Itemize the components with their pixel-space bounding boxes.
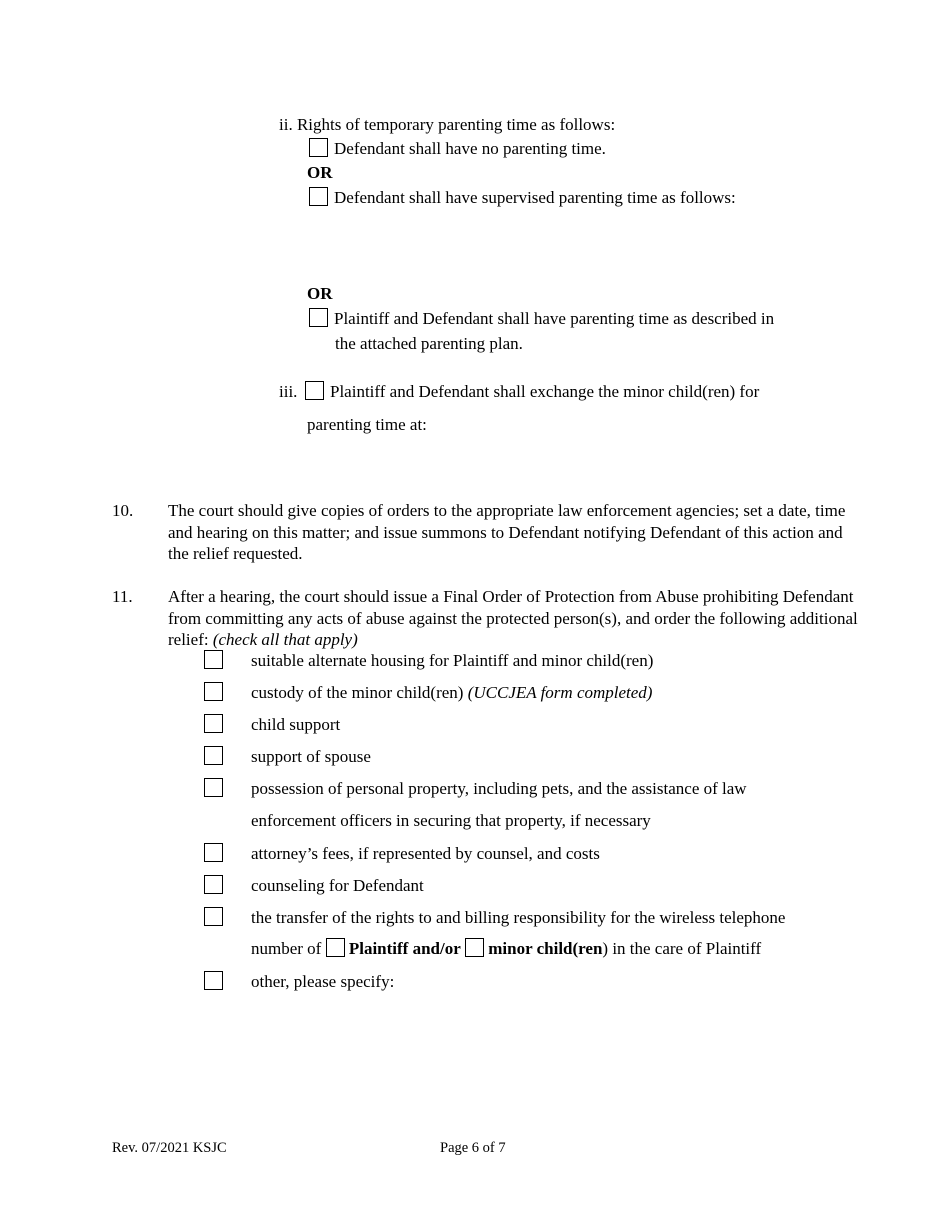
checkbox-personal-property[interactable] (204, 778, 223, 797)
checkbox-wireless-minor-children[interactable] (465, 938, 484, 957)
relief-property-line1: possession of personal property, including pets, and the assistance of law (251, 779, 747, 798)
checkbox-housing[interactable] (204, 650, 223, 669)
option-parenting-plan-line2: the attached parenting plan. (335, 334, 523, 353)
checkbox-attorney-fees[interactable] (204, 843, 223, 862)
checkbox-parenting-plan[interactable] (309, 308, 328, 327)
relief-property-line2: enforcement officers in securing that property, if necessary (251, 811, 651, 830)
item-11-paragraph (168, 586, 858, 651)
section-iii-line1: Plaintiff and Defendant shall exchange the minor child(ren) for (330, 382, 760, 401)
relief-custody-row (251, 682, 652, 703)
checkbox-child-support[interactable] (204, 714, 223, 733)
relief-child-support: child support (251, 715, 341, 734)
checkbox-wireless-plaintiff[interactable] (326, 938, 345, 957)
checkbox-counseling[interactable] (204, 875, 223, 894)
option-supervised-parenting-time: Defendant shall have supervised parenting time as follows: (334, 188, 736, 207)
checkbox-spouse-support[interactable] (204, 746, 223, 765)
checkbox-exchange-location[interactable] (305, 381, 324, 400)
item-11-instruction: (check all that apply) (212, 630, 358, 649)
footer-page-number: Page 6 of 7 (440, 1140, 506, 1156)
relief-counseling: counseling for Defendant (251, 876, 424, 895)
relief-custody: custody of the minor child(ren) (251, 683, 464, 702)
wireless-prefix: number of (251, 939, 322, 958)
relief-wireless-line2 (251, 938, 761, 959)
wireless-minor-label: minor child(ren (488, 939, 603, 958)
wireless-plaintiff-label: Plaintiff and/or (348, 939, 461, 958)
or-separator-1: OR (307, 163, 333, 182)
section-iii-label: iii. (279, 382, 298, 401)
checkbox-other[interactable] (204, 971, 223, 990)
option-parenting-plan-line1: Plaintiff and Defendant shall have parenting time as described in (334, 309, 775, 328)
relief-housing: suitable alternate housing for Plaintiff and minor child(ren) (251, 651, 654, 670)
relief-wireless-line1: the transfer of the rights to and billing responsibility for the wireless telephone (251, 908, 786, 927)
item-11-text: After a hearing, the court should issue a Final Order of Protection from Abuse prohibiting Defendant from committing any acts of abuse against the protected person(s), and order the following additional relief: (168, 587, 858, 649)
relief-spouse-support: support of spouse (251, 747, 371, 766)
or-separator-2: OR (307, 284, 333, 303)
relief-attorney-fees: attorney’s fees, if represented by counsel, and costs (251, 844, 600, 863)
wireless-suffix: ) in the care of Plaintiff (602, 939, 762, 958)
relief-other: other, please specify: (251, 972, 395, 991)
section-ii-heading: ii. Rights of temporary parenting time as follows: (279, 115, 616, 134)
checkbox-supervised-parenting-time[interactable] (309, 187, 328, 206)
checkbox-custody[interactable] (204, 682, 223, 701)
item-11-number: 11. (112, 587, 133, 606)
option-no-parenting-time: Defendant shall have no parenting time. (334, 139, 606, 158)
section-iii-line2: parenting time at: (307, 415, 427, 434)
item-10-text: The court should give copies of orders to the appropriate law enforcement agencies; set a date, time and hearing on this matter; and issue summons to Defendant notifying Defendant of this action and the relief requested. (168, 501, 846, 563)
footer-revision: Rev. 07/2021 KSJC (112, 1140, 227, 1156)
relief-custody-note: (UCCJEA form completed) (467, 683, 653, 702)
checkbox-wireless-transfer[interactable] (204, 907, 223, 926)
item-10-number: 10. (112, 501, 134, 520)
checkbox-no-parenting-time[interactable] (309, 138, 328, 157)
